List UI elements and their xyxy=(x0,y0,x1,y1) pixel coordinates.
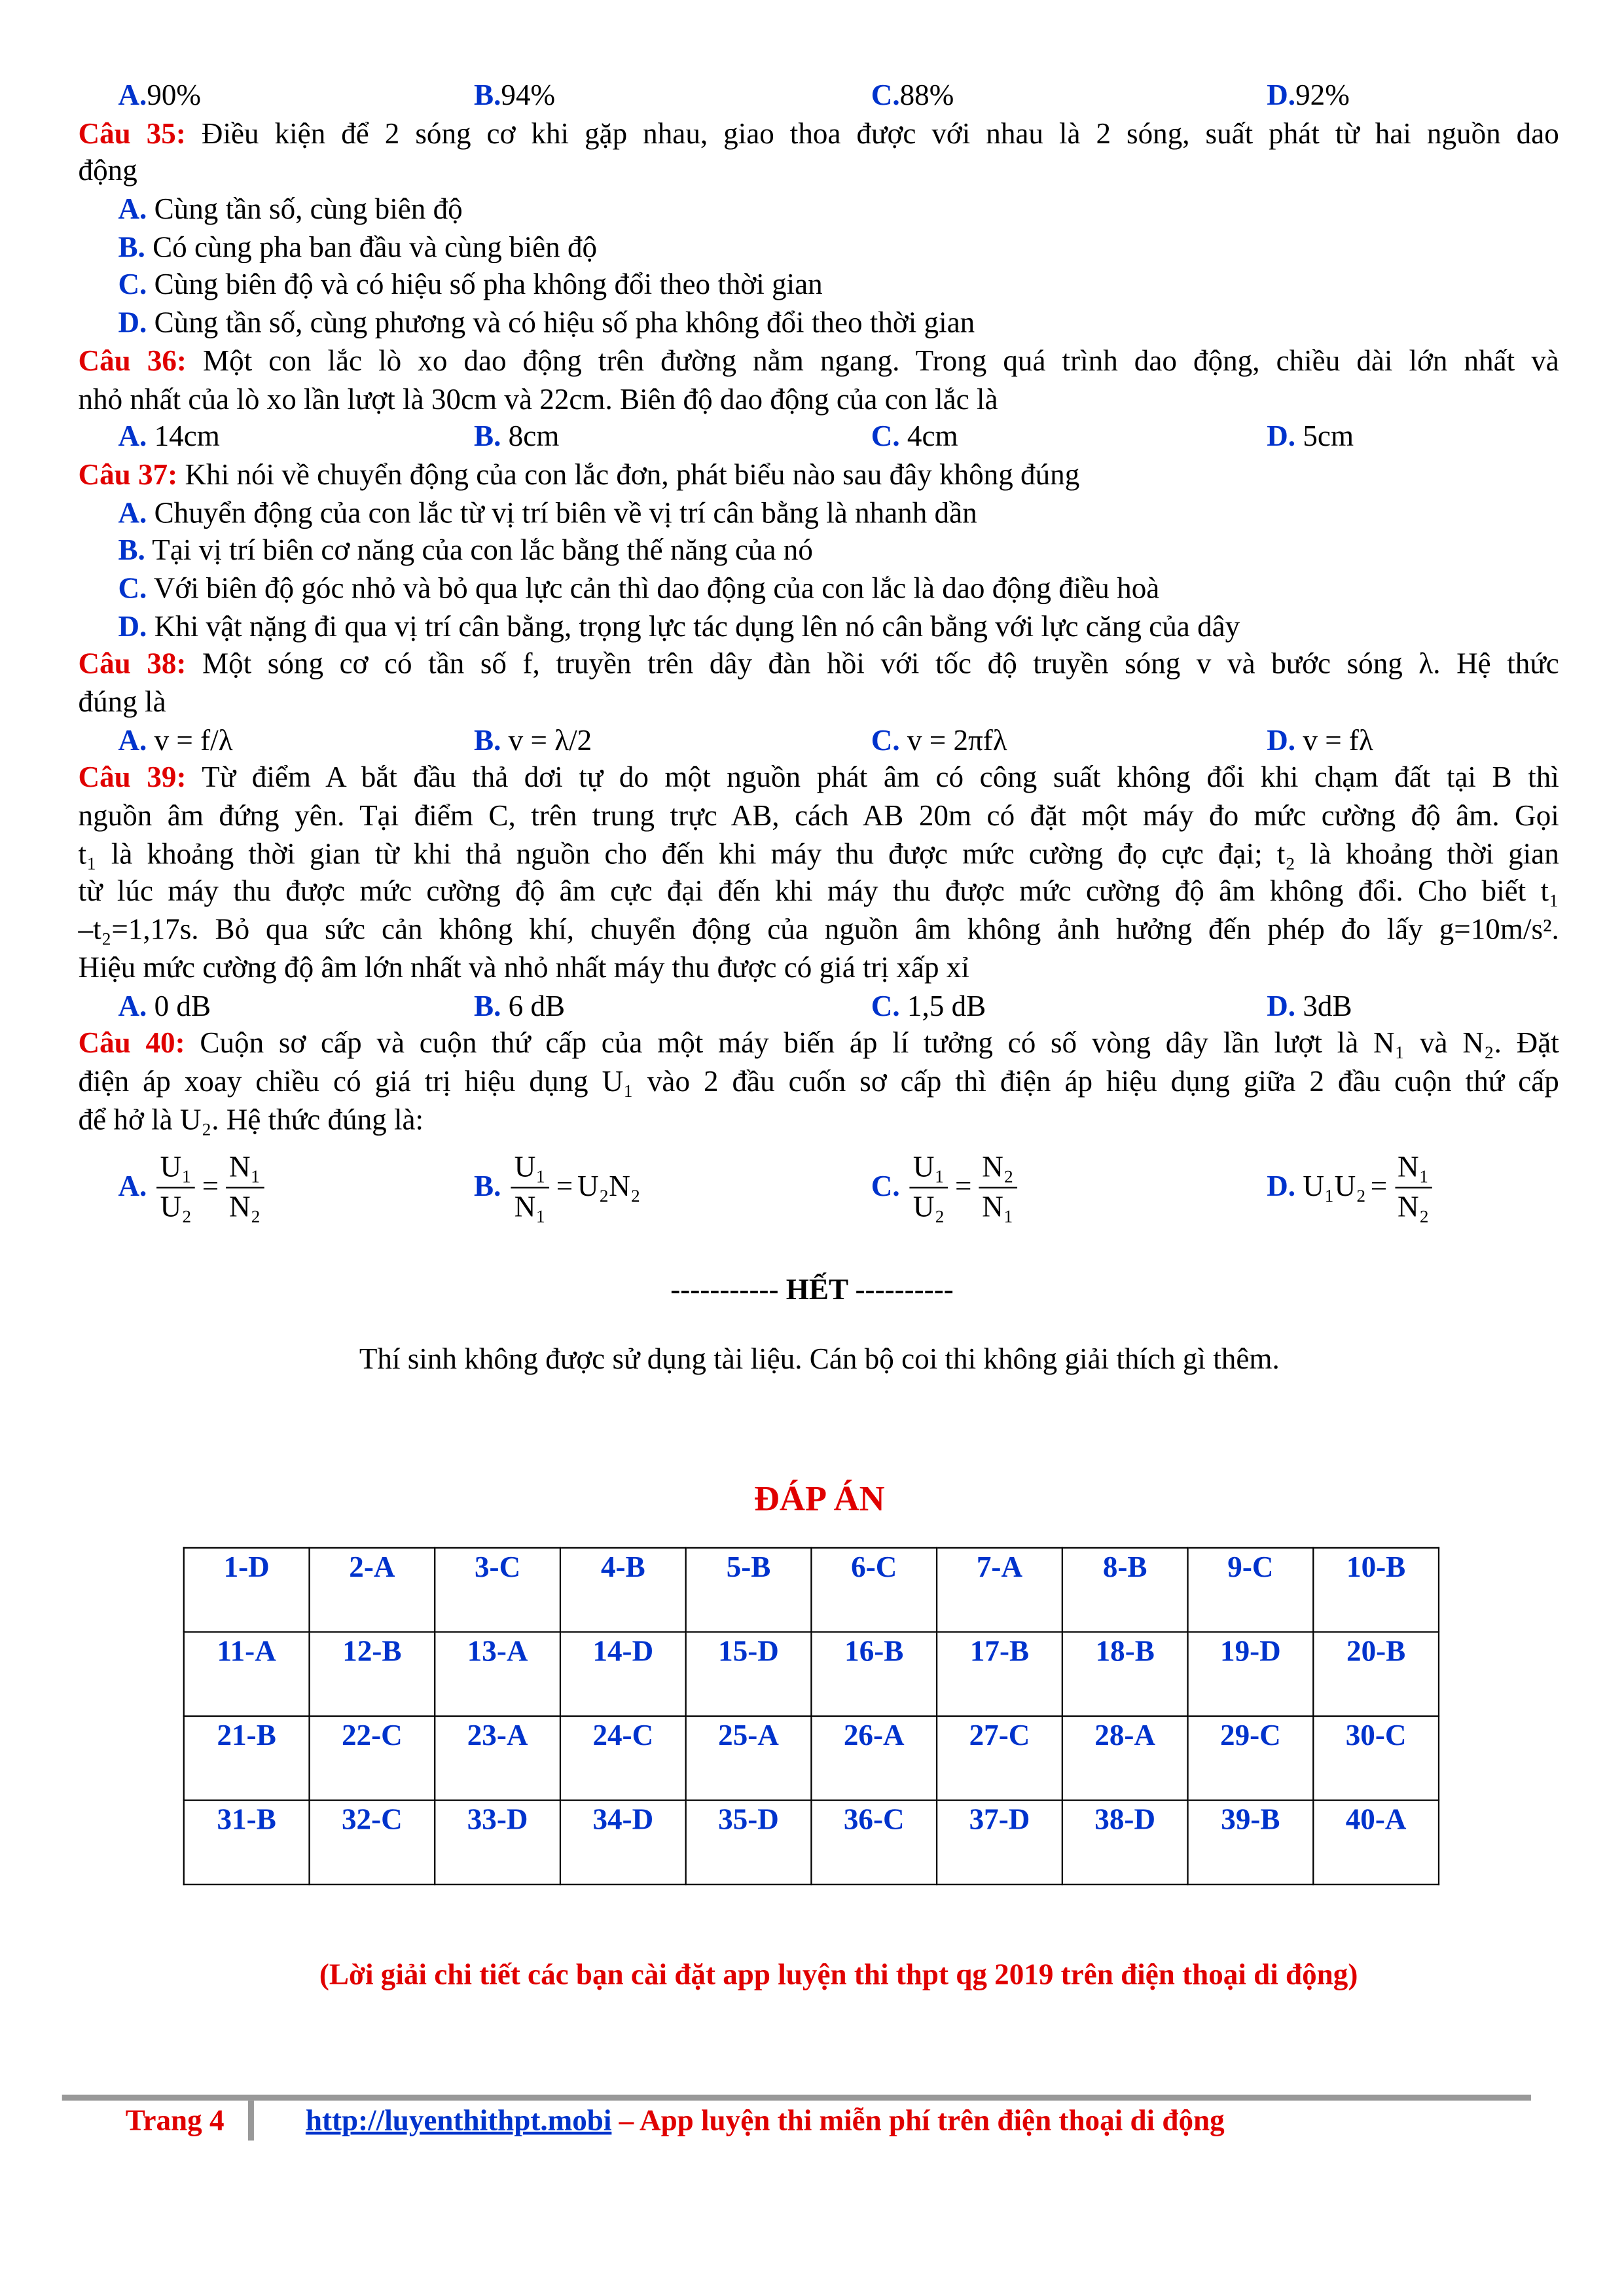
option-text: Khi vật nặng đi qua vị trí cân bằng, trọng lực tác dụng lên nó cân bằng với lực căng của dây xyxy=(147,610,1240,643)
option-text: 0 dB xyxy=(147,990,211,1022)
question-text: Cuộn sơ cấp và cuộn thứ cấp của một máy biến áp lí tưởng có số vòng dây lần lượt là N₁ và N₂. Đặt xyxy=(185,1028,1559,1060)
option-text: 1,5 dB xyxy=(899,990,986,1022)
questions-content xyxy=(79,79,1559,1140)
question-text: Một con lắc lò xo dao động trên đường nằm ngang. Trong quá trình dao động, chiều dài lớn nhất và xyxy=(186,345,1559,378)
answer-cell: 17-B xyxy=(937,1632,1062,1716)
option-text: 92% xyxy=(1295,79,1350,113)
option-label: A. xyxy=(118,724,147,757)
option-label: A. xyxy=(118,1170,147,1203)
question-text: Điều kiện để 2 sóng cơ khi gặp nhau, giao thoa được với nhau là 2 sóng, suất phát từ hai nguồn dao xyxy=(185,117,1559,151)
equals-sign: = xyxy=(1370,1170,1388,1203)
answer-cell: 38-D xyxy=(1062,1801,1188,1885)
numerator: U₁ xyxy=(511,1148,549,1188)
option-text: Với biên độ góc nhỏ và bỏ qua lực cản thì dao động của con lắc là dao động điều hoà xyxy=(147,572,1160,605)
option-text: Cùng biên độ và có hiệu số pha không đổi theo thời gian xyxy=(147,269,823,302)
answer-cell: 34-D xyxy=(560,1801,686,1885)
option-d xyxy=(1267,723,1373,761)
option-text: v = fλ xyxy=(1295,724,1373,757)
option-text: Có cùng pha ban đầu và cùng biên độ xyxy=(145,231,598,264)
question-text: nhỏ nhất của lò xo lần lượt là 30cm và 22cm. Biên độ dao động của con lắc là xyxy=(78,383,998,416)
answer-cell: 6-C xyxy=(811,1548,937,1632)
question-line xyxy=(79,382,1559,420)
option-b xyxy=(474,79,555,117)
option-c xyxy=(79,571,1559,609)
answer-cell: 8-B xyxy=(1062,1548,1188,1632)
option-text: 4cm xyxy=(899,421,958,454)
option-b xyxy=(474,988,565,1026)
answer-cell: 27-C xyxy=(937,1716,1062,1801)
end-marker: ----------- HẾT ---------- xyxy=(670,1274,954,1307)
option-text: Cùng tần số, cùng phương và có hiệu số pha không đổi theo thời gian xyxy=(147,307,975,340)
answer-cell: 28-A xyxy=(1062,1716,1188,1801)
question-number: Câu 35: xyxy=(78,117,186,151)
fraction xyxy=(979,1148,1017,1227)
equals-sign: = xyxy=(202,1170,219,1203)
option-label: D. xyxy=(1267,724,1296,757)
answer-cell: 5-B xyxy=(686,1548,812,1632)
option-label: B. xyxy=(474,421,501,454)
answer-cell: 10-B xyxy=(1313,1548,1439,1632)
question-line xyxy=(79,344,1559,382)
option-label: B. xyxy=(474,79,501,113)
option-label: C. xyxy=(871,724,900,757)
option-text: 5cm xyxy=(1295,421,1354,454)
answer-row xyxy=(184,1632,1439,1716)
option-label: D. xyxy=(1267,79,1296,113)
option-text: 88% xyxy=(899,79,954,113)
answer-cell: 33-D xyxy=(435,1801,560,1885)
fraction xyxy=(226,1148,263,1227)
website-link[interactable]: http://luyenthithpt.mobi xyxy=(305,2105,612,2138)
option-label: C. xyxy=(118,572,147,605)
option-d xyxy=(79,609,1559,647)
answer-cell: 30-C xyxy=(1313,1716,1439,1801)
options-row xyxy=(79,723,1559,761)
options-row xyxy=(79,988,1559,1026)
option-d xyxy=(79,306,1559,344)
option-text: v = λ/2 xyxy=(501,724,592,757)
numerator: N₁ xyxy=(1394,1148,1432,1188)
option-d xyxy=(1267,420,1354,457)
question-number: Câu 40: xyxy=(78,1028,185,1060)
equals-sign: = xyxy=(556,1170,573,1203)
question-line xyxy=(79,457,1559,495)
footer-tagline: – App luyện thi miễn phí trên điện thoại di động xyxy=(611,2105,1225,2138)
option-text: Chuyển động của con lắc từ vị trí biên về vị trí cân bằng là nhanh dần xyxy=(147,497,977,529)
option-text: 6 dB xyxy=(501,990,566,1022)
options-row xyxy=(79,420,1559,457)
question-text: điện áp xoay chiều có giá trị hiệu dụng U₁ vào 2 đầu cuốn sơ cấp thì điện áp hiệu dụng giữa 2 đầu cuộn thứ cấp xyxy=(78,1066,1559,1098)
answer-cell: 1-D xyxy=(184,1548,310,1632)
option-c xyxy=(871,723,1007,761)
answer-cell: 21-B xyxy=(184,1716,310,1801)
numerator: U₁ xyxy=(910,1148,947,1188)
denominator: U₂ xyxy=(912,1191,945,1223)
option-label: A. xyxy=(118,421,147,454)
question-text: nguồn âm đứng yên. Tại điểm C, trên trung trực AB, cách AB 20m có đặt một máy đo mức cường độ âm. Gọi xyxy=(78,800,1559,833)
answers-title: ĐÁP ÁN xyxy=(753,1480,885,1519)
question-line xyxy=(79,912,1559,950)
answer-cell: 19-D xyxy=(1188,1632,1314,1716)
answer-cell: 16-B xyxy=(811,1632,937,1716)
option-b xyxy=(474,420,559,457)
option-label: D. xyxy=(118,610,147,643)
denominator: N₂ xyxy=(228,1191,261,1223)
option-label: C. xyxy=(871,1170,900,1203)
solution-note: (Lời giải chi tiết các bạn cài đặt app luyện thi thpt qg 2019 trên điện thoại di động) xyxy=(319,1959,1358,1992)
answer-cell: 31-B xyxy=(184,1801,310,1885)
answer-cell: 7-A xyxy=(937,1548,1062,1632)
option-text: 3dB xyxy=(1295,990,1352,1022)
option-text: v = f/λ xyxy=(147,724,233,757)
question-text: từ lúc máy thu được mức cường độ âm cực đại đến khi máy thu được mức cường độ âm không đổi. Cho biết t₁ xyxy=(78,876,1559,909)
question-number: Câu 37: xyxy=(78,459,178,492)
expression: U₁U₂ xyxy=(1303,1170,1367,1203)
answer-row xyxy=(184,1801,1439,1885)
fraction xyxy=(910,1148,947,1227)
option-label: A. xyxy=(118,193,147,226)
answer-cell: 18-B xyxy=(1062,1632,1188,1716)
option-label: D. xyxy=(1267,421,1296,454)
question-text: Hiệu mức cường độ âm lớn nhất và nhỏ nhất máy thu được có giá trị xấp xỉ xyxy=(78,952,969,984)
answer-cell: 4-B xyxy=(560,1548,686,1632)
answer-cell: 15-D xyxy=(686,1632,812,1716)
option-label: C. xyxy=(871,990,900,1022)
option-label: B. xyxy=(474,724,501,757)
option-text: Cùng tần số, cùng biên độ xyxy=(147,193,463,226)
option-text: v = 2πfλ xyxy=(899,724,1007,757)
option-c xyxy=(79,268,1559,306)
question-text: Một sóng cơ có tần số f, truyền trên dây đàn hồi với tốc độ truyền sóng v và bước sóng λ. Hệ thức xyxy=(186,648,1559,681)
q40-formula-options xyxy=(79,1139,1559,1234)
option-c xyxy=(871,79,954,117)
option-label: A. xyxy=(118,497,147,529)
answer-cell: 35-D xyxy=(686,1801,812,1885)
answer-cell: 9-C xyxy=(1188,1548,1314,1632)
question-line xyxy=(79,1026,1559,1064)
expression: U₂N₂ xyxy=(577,1170,641,1203)
option-a xyxy=(118,79,201,117)
footer-link-line xyxy=(306,2105,1225,2139)
answer-cell: 20-B xyxy=(1313,1632,1439,1716)
answer-cell: 32-C xyxy=(310,1801,435,1885)
page-number: Trang 4 xyxy=(125,2105,225,2138)
option-b xyxy=(79,230,1559,268)
question-text: Từ điểm A bắt đầu thả dơi tự do một nguồn phát âm có công suất không đổi khi chạm đất tại B thì xyxy=(186,762,1559,795)
options-row xyxy=(79,79,1559,117)
question-text: t₁ là khoảng thời gian từ khi thả nguồn cho đến khi máy thu được mức cường đọ cực đại; t₂ là khoảng thời gian xyxy=(78,838,1559,871)
denominator: U₂ xyxy=(160,1191,192,1223)
question-line xyxy=(79,761,1559,798)
option-a xyxy=(118,988,211,1026)
question-line xyxy=(79,647,1559,685)
denominator: N₂ xyxy=(1398,1191,1430,1223)
answer-cell: 2-A xyxy=(310,1548,435,1632)
question-text: động xyxy=(78,155,137,188)
fraction xyxy=(157,1148,194,1227)
question-line xyxy=(79,1064,1559,1102)
option-text: 94% xyxy=(501,79,556,113)
answer-cell: 13-A xyxy=(435,1632,560,1716)
answer-row xyxy=(184,1548,1439,1632)
option-a xyxy=(118,723,232,761)
option-label: B. xyxy=(118,535,145,567)
fraction xyxy=(1394,1148,1432,1227)
question-line xyxy=(79,874,1559,912)
answer-cell: 23-A xyxy=(435,1716,560,1801)
option-a xyxy=(79,495,1559,533)
option-b xyxy=(474,723,592,761)
answer-cell: 14-D xyxy=(560,1632,686,1716)
formula-option-b xyxy=(474,1139,641,1234)
option-a xyxy=(118,420,219,457)
footer-separator xyxy=(248,2101,254,2141)
answer-cell: 24-C xyxy=(560,1716,686,1801)
option-text: 8cm xyxy=(501,421,560,454)
answer-cell: 39-B xyxy=(1188,1801,1314,1885)
answer-cell: 11-A xyxy=(184,1632,310,1716)
question-text: đúng là xyxy=(78,686,166,719)
option-label: D. xyxy=(118,307,147,340)
option-a xyxy=(79,192,1559,230)
question-line xyxy=(79,798,1559,836)
formula-option-d xyxy=(1267,1139,1435,1234)
option-label: C. xyxy=(118,269,147,302)
option-text: Tại vị trí biên cơ năng của con lắc bằng thế năng của nó xyxy=(145,535,813,567)
formula-option-a xyxy=(118,1139,266,1234)
answer-cell: 36-C xyxy=(811,1801,937,1885)
question-line xyxy=(79,154,1559,192)
fraction xyxy=(511,1148,549,1227)
answer-cell: 3-C xyxy=(435,1548,560,1632)
formula-option-c xyxy=(871,1139,1020,1234)
denominator: N₁ xyxy=(514,1191,547,1223)
option-d xyxy=(1267,79,1350,117)
answer-cell: 12-B xyxy=(310,1632,435,1716)
option-text: 14cm xyxy=(147,421,220,454)
question-line xyxy=(79,950,1559,988)
option-c xyxy=(871,988,986,1026)
question-number: Câu 38: xyxy=(78,648,187,681)
question-line xyxy=(79,116,1559,154)
option-d xyxy=(1267,988,1352,1026)
question-text: –t₂=1,17s. Bỏ qua sức cản không khí, chuyển động của nguồn âm không ảnh hưởng đến phép đo lấy g=10m/s². xyxy=(78,914,1559,947)
option-label: B. xyxy=(474,1170,501,1203)
equals-sign: = xyxy=(955,1170,972,1203)
option-label: A. xyxy=(118,990,147,1022)
answer-row xyxy=(184,1716,1439,1801)
option-text: 90% xyxy=(147,79,202,113)
question-number: Câu 39: xyxy=(78,762,187,795)
question-number: Câu 36: xyxy=(78,345,187,378)
option-label: B. xyxy=(474,990,501,1022)
numerator: U₁ xyxy=(157,1148,194,1188)
option-label: C. xyxy=(871,79,900,113)
option-label: B. xyxy=(118,231,145,264)
question-line xyxy=(79,836,1559,874)
answer-cell: 40-A xyxy=(1313,1801,1439,1885)
option-label: D. xyxy=(1267,1170,1296,1203)
question-line xyxy=(79,1102,1559,1140)
answer-cell: 25-A xyxy=(686,1716,812,1801)
option-b xyxy=(79,533,1559,571)
answer-cell: 22-C xyxy=(310,1716,435,1801)
footer-rule xyxy=(62,2095,1531,2101)
exam-note: Thí sinh không được sử dụng tài liệu. Cán bộ coi thi không giải thích gì thêm. xyxy=(359,1343,1280,1376)
question-text: Khi nói về chuyển động của con lắc đơn, phát biểu nào sau đây không đúng xyxy=(177,459,1080,492)
answer-cell: 26-A xyxy=(811,1716,937,1801)
question-line xyxy=(79,685,1559,723)
question-text: để hở là U₂. Hệ thức đúng là: xyxy=(78,1103,424,1136)
answer-table xyxy=(183,1547,1439,1886)
answer-cell: 29-C xyxy=(1188,1716,1314,1801)
numerator: N₁ xyxy=(226,1148,263,1188)
option-label: C. xyxy=(871,421,900,454)
denominator: N₁ xyxy=(982,1191,1014,1223)
answer-cell: 37-D xyxy=(937,1801,1062,1885)
option-c xyxy=(871,420,958,457)
option-label: A. xyxy=(118,79,147,113)
numerator: N₂ xyxy=(979,1148,1017,1188)
option-label: D. xyxy=(1267,990,1296,1022)
